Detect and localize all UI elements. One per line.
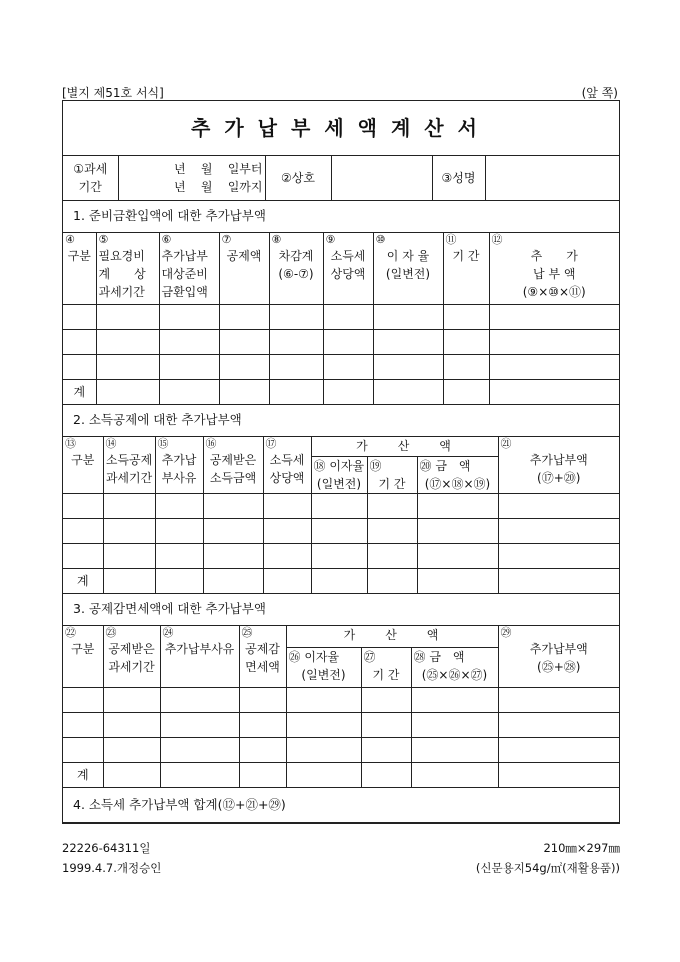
column-label: (⑰+⑳): [537, 470, 581, 485]
table-row: [63, 712, 619, 737]
input-cell[interactable]: [498, 518, 619, 543]
input-cell[interactable]: [203, 543, 263, 568]
total-row: [63, 568, 619, 593]
page-side: (앞 쪽): [581, 86, 618, 100]
column-label: 상당액: [269, 470, 305, 485]
table-row: [63, 737, 619, 762]
column-number: ⑩: [375, 232, 386, 246]
column-number: ⑳: [419, 458, 432, 473]
column-number: ⑯: [205, 436, 217, 450]
column-header: [159, 232, 219, 304]
input-cell[interactable]: [367, 518, 417, 543]
input-cell[interactable]: [411, 712, 498, 737]
column-label: 이자율: [304, 649, 340, 664]
input-cell[interactable]: [286, 762, 361, 787]
column-number: ⑮: [157, 436, 169, 450]
paper-size: 210㎜×297㎜: [543, 841, 620, 855]
column-label: 구분: [67, 248, 91, 263]
title-table: [63, 101, 619, 156]
column-header: [311, 456, 367, 493]
column-number: ⑥: [161, 232, 172, 246]
column-label: 소득세: [269, 452, 305, 467]
input-cell[interactable]: [498, 737, 619, 762]
input-cell[interactable]: [160, 762, 239, 787]
column-number: ⑰: [265, 436, 277, 450]
input-cell[interactable]: [239, 712, 286, 737]
section1-heading: 1. 준비금환입액에 대한 추가납부액: [63, 201, 619, 233]
input-cell[interactable]: [489, 379, 619, 404]
column-header: [417, 456, 498, 493]
input-cell[interactable]: [219, 354, 269, 379]
column-label: 면세액: [245, 659, 280, 674]
input-cell[interactable]: [103, 737, 160, 762]
column-number: ㉑: [500, 436, 512, 450]
column-label: (㉕+㉘): [537, 659, 581, 674]
column-header: [203, 436, 263, 493]
column-label: 금 액: [429, 649, 465, 664]
table-row: [63, 687, 619, 712]
period-to: 년 월 일까지: [174, 179, 263, 194]
column-header: [63, 625, 103, 687]
input-cell[interactable]: [367, 493, 417, 518]
column-label: 공제받은: [108, 641, 155, 656]
input-cell[interactable]: [373, 329, 443, 354]
input-cell[interactable]: [103, 543, 155, 568]
tax-period-label: [63, 156, 118, 200]
input-cell[interactable]: [489, 354, 619, 379]
input-cell[interactable]: [323, 379, 373, 404]
input-cell[interactable]: [63, 737, 103, 762]
input-cell[interactable]: [155, 568, 203, 593]
group-header: [286, 625, 498, 647]
column-label: 금 액: [435, 458, 471, 473]
table-row: [63, 354, 619, 379]
input-cell[interactable]: [489, 304, 619, 329]
input-cell[interactable]: [159, 379, 219, 404]
input-cell[interactable]: [159, 304, 219, 329]
column-header: [103, 436, 155, 493]
input-cell[interactable]: [361, 737, 411, 762]
column-number: ㉕: [241, 625, 253, 639]
input-cell[interactable]: [411, 737, 498, 762]
total-label: 계: [76, 573, 89, 588]
input-cell[interactable]: [96, 329, 159, 354]
input-cell[interactable]: [155, 543, 203, 568]
column-number: ㉗: [363, 649, 376, 664]
input-cell[interactable]: [373, 379, 443, 404]
column-label: 이자율: [329, 458, 365, 473]
column-label: 대상준비: [161, 266, 208, 281]
input-cell[interactable]: [159, 354, 219, 379]
column-number: ㉖: [288, 649, 301, 664]
input-cell[interactable]: [498, 687, 619, 712]
column-label: 소득공제: [105, 452, 153, 467]
column-label: 금환입액: [161, 284, 208, 299]
input-cell[interactable]: [286, 737, 361, 762]
column-label: 기 간: [452, 248, 480, 263]
name-field[interactable]: [485, 156, 619, 200]
input-cell[interactable]: [239, 762, 286, 787]
table-row: [63, 329, 619, 354]
label-line: ①과세: [73, 161, 108, 176]
input-cell[interactable]: [160, 712, 239, 737]
column-number: ㉘: [413, 649, 426, 664]
input-cell[interactable]: [63, 304, 96, 329]
column-header: [498, 436, 619, 493]
input-cell[interactable]: [219, 329, 269, 354]
input-cell[interactable]: [63, 354, 96, 379]
column-label: (일변전): [316, 476, 362, 491]
input-cell[interactable]: [160, 687, 239, 712]
column-label: 추가납부액: [529, 641, 588, 656]
input-cell[interactable]: [159, 329, 219, 354]
column-label: 소득세: [330, 248, 366, 263]
input-cell[interactable]: [498, 762, 619, 787]
column-number: ④: [65, 232, 75, 246]
column-label: 추 가: [530, 248, 578, 263]
total-cell: [63, 568, 103, 593]
column-number: ⑦: [221, 232, 232, 246]
column-label: 과세기간: [108, 659, 155, 674]
tax-period-field[interactable]: [118, 156, 265, 200]
input-cell[interactable]: [103, 687, 160, 712]
column-number: ⑬: [65, 436, 76, 450]
column-header: [367, 456, 417, 493]
input-cell[interactable]: [239, 737, 286, 762]
input-cell[interactable]: [417, 518, 498, 543]
input-cell[interactable]: [269, 354, 323, 379]
input-cell[interactable]: [263, 568, 311, 593]
table-row: [63, 304, 619, 329]
column-header: [411, 647, 498, 687]
input-cell[interactable]: [155, 518, 203, 543]
input-cell[interactable]: [367, 568, 417, 593]
input-cell[interactable]: [269, 304, 323, 329]
input-cell[interactable]: [286, 687, 361, 712]
column-header: [96, 232, 159, 304]
input-cell[interactable]: [498, 568, 619, 593]
column-label: 과세기간: [98, 284, 145, 299]
column-label: (⑰×⑱×⑲): [424, 476, 491, 491]
group-label: 가 산 액: [356, 438, 453, 453]
input-cell[interactable]: [219, 304, 269, 329]
column-number: ㉓: [105, 625, 117, 639]
column-number: ⑱: [313, 458, 326, 473]
column-header: [263, 436, 311, 493]
section3-heading: 3. 공제감면세액에 대한 추가납부액: [63, 594, 619, 626]
section1-table: [63, 201, 619, 405]
input-cell[interactable]: [373, 304, 443, 329]
column-number: ⑨: [325, 232, 336, 246]
input-cell[interactable]: [323, 304, 373, 329]
input-cell[interactable]: [63, 712, 103, 737]
input-cell[interactable]: [160, 737, 239, 762]
column-header: [103, 625, 160, 687]
input-cell[interactable]: [269, 379, 323, 404]
column-number: ㉔: [162, 625, 174, 639]
column-header: [63, 436, 103, 493]
input-cell[interactable]: [203, 518, 263, 543]
table-row: [63, 543, 619, 568]
column-label: 추가납부: [161, 248, 208, 263]
section2-table: [63, 405, 619, 594]
column-label: 추가납부액: [529, 452, 588, 467]
column-label: 공제감: [245, 641, 280, 656]
column-label: 공제액: [226, 248, 262, 263]
company-field[interactable]: [331, 156, 432, 200]
column-label: (일변전): [385, 266, 431, 281]
input-cell[interactable]: [411, 762, 498, 787]
company-label: ②상호: [265, 156, 331, 200]
table-row: [63, 493, 619, 518]
table-row: [63, 518, 619, 543]
column-label: 추가납: [161, 452, 197, 467]
input-cell[interactable]: [63, 493, 103, 518]
input-cell[interactable]: [443, 379, 489, 404]
input-cell[interactable]: [498, 493, 619, 518]
column-number: ⑭: [105, 436, 117, 450]
column-label: 추가납부사유: [164, 641, 235, 656]
input-cell[interactable]: [443, 304, 489, 329]
section3-table: [63, 594, 619, 788]
section4-table: [63, 788, 619, 823]
column-label: 기 간: [372, 667, 400, 682]
input-cell[interactable]: [96, 304, 159, 329]
column-header: [155, 436, 203, 493]
column-label: (㉕×㉖×㉗): [421, 667, 488, 682]
column-number: ㉒: [65, 625, 76, 639]
input-cell[interactable]: [263, 518, 311, 543]
column-header: [373, 232, 443, 304]
input-cell[interactable]: [311, 543, 367, 568]
input-cell[interactable]: [311, 493, 367, 518]
input-cell[interactable]: [203, 493, 263, 518]
input-cell[interactable]: [417, 568, 498, 593]
input-cell[interactable]: [263, 543, 311, 568]
column-label: (일변전): [301, 667, 346, 682]
column-number: ⑧: [271, 232, 282, 246]
column-number: ㉙: [500, 625, 512, 639]
input-cell[interactable]: [103, 568, 155, 593]
input-cell[interactable]: [96, 379, 159, 404]
input-cell[interactable]: [203, 568, 263, 593]
total-cell: [63, 762, 103, 787]
column-header: [443, 232, 489, 304]
input-cell[interactable]: [263, 493, 311, 518]
input-cell[interactable]: [489, 329, 619, 354]
column-label: 납 부 액: [533, 266, 576, 281]
column-header: [239, 625, 286, 687]
input-cell[interactable]: [286, 712, 361, 737]
total-cell: [63, 379, 96, 404]
column-label: 부사유: [161, 470, 197, 485]
input-cell[interactable]: [103, 518, 155, 543]
column-header: [219, 232, 269, 304]
column-number: ⑤: [98, 232, 109, 246]
column-label: 소득금액: [209, 470, 257, 485]
column-label: (⑨×⑩×⑪): [522, 284, 586, 299]
column-header: [63, 232, 96, 304]
input-cell[interactable]: [498, 712, 619, 737]
input-cell[interactable]: [373, 354, 443, 379]
column-label: 필요경비: [98, 248, 145, 263]
input-cell[interactable]: [361, 712, 411, 737]
column-number: ⑲: [369, 458, 382, 473]
input-cell[interactable]: [269, 329, 323, 354]
column-label: 기 간: [378, 476, 406, 491]
input-cell[interactable]: [323, 354, 373, 379]
input-cell[interactable]: [367, 543, 417, 568]
column-label: 구분: [71, 452, 95, 467]
input-cell[interactable]: [103, 762, 160, 787]
form-code: 22226-64311일: [62, 841, 151, 855]
input-cell[interactable]: [239, 687, 286, 712]
column-label: 과세기간: [105, 470, 153, 485]
input-cell[interactable]: [96, 354, 159, 379]
column-header: [361, 647, 411, 687]
input-cell[interactable]: [411, 687, 498, 712]
form-reference: [별지 제51호 서식]: [62, 86, 164, 100]
name-label: ③성명: [432, 156, 485, 200]
input-cell[interactable]: [323, 329, 373, 354]
input-cell[interactable]: [361, 762, 411, 787]
column-label: 상당액: [330, 266, 366, 281]
column-header: [489, 232, 619, 304]
column-label: 이 자 율: [386, 248, 430, 263]
section2-heading: 2. 소득공제에 대한 추가납부액: [63, 405, 619, 437]
input-cell[interactable]: [417, 543, 498, 568]
form-frame: [62, 100, 620, 824]
input-cell[interactable]: [311, 518, 367, 543]
input-cell[interactable]: [155, 493, 203, 518]
input-cell[interactable]: [311, 568, 367, 593]
input-cell[interactable]: [63, 518, 103, 543]
input-cell[interactable]: [443, 354, 489, 379]
input-cell[interactable]: [63, 543, 103, 568]
column-label: (⑥-⑦): [278, 266, 314, 281]
input-cell[interactable]: [219, 379, 269, 404]
total-row: [63, 379, 619, 404]
group-label: 가 산 액: [343, 627, 441, 642]
input-cell[interactable]: [361, 687, 411, 712]
input-cell[interactable]: [63, 687, 103, 712]
form-title: 추가납부세액계산서: [63, 101, 619, 156]
input-cell[interactable]: [63, 329, 96, 354]
input-cell[interactable]: [103, 493, 155, 518]
column-header: [269, 232, 323, 304]
section4-total-heading: 4. 소득세 추가납부액 합계(⑫+㉑+㉙): [63, 788, 619, 823]
input-cell[interactable]: [443, 329, 489, 354]
input-cell[interactable]: [498, 543, 619, 568]
total-row: [63, 762, 619, 787]
total-label: 계: [73, 384, 86, 399]
column-label: 계 상: [98, 266, 146, 281]
column-header: [498, 625, 619, 687]
period-from: 년 월 일부터: [174, 161, 263, 176]
input-cell[interactable]: [103, 712, 160, 737]
column-header: [160, 625, 239, 687]
label-line: 기간: [78, 179, 102, 194]
paper-type: (신문용지54g/㎡(재활용품)): [475, 861, 620, 875]
total-label: 계: [76, 767, 89, 782]
column-label: 공제받은: [209, 452, 257, 467]
column-header: [286, 647, 361, 687]
info-table: [63, 156, 619, 201]
column-label: 차감계: [278, 248, 314, 263]
group-header: [311, 436, 498, 456]
column-label: 구분: [71, 641, 95, 656]
approval-date: 1999.4.7.개정승인: [62, 861, 162, 875]
input-cell[interactable]: [417, 493, 498, 518]
column-number: ⑫: [491, 232, 503, 246]
column-number: ⑪: [445, 232, 457, 246]
column-header: [323, 232, 373, 304]
